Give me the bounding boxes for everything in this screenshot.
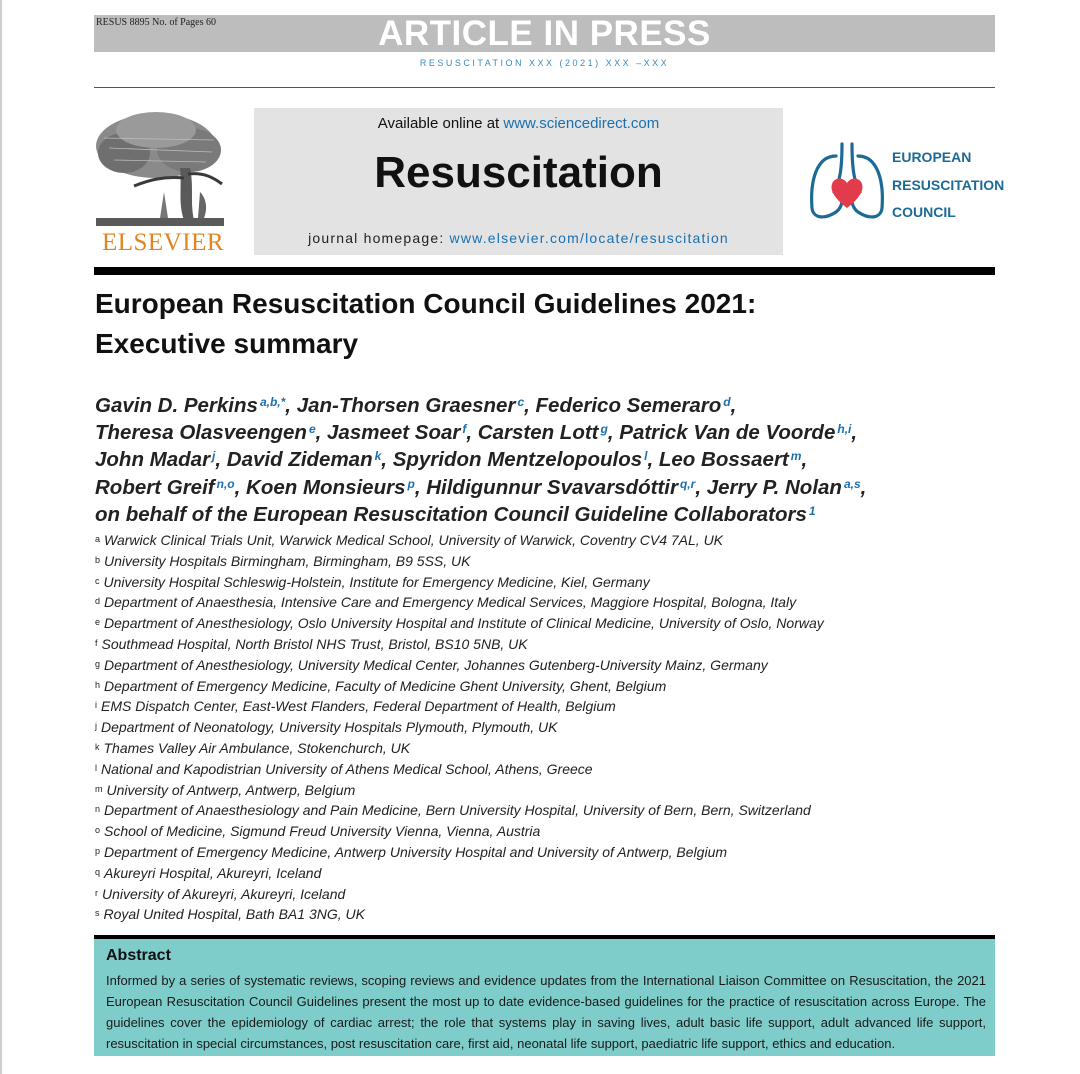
author-name: Theresa Olasveengen <box>95 421 307 445</box>
affiliation-item: $^k$ Thames Valley Air Ambulance, Stokenchurch, UK <box>95 739 411 756</box>
journal-name: Resuscitation <box>374 148 663 197</box>
author-affil-link[interactable]: a,b,* <box>259 395 286 409</box>
affiliation-key: s <box>95 908 100 919</box>
masthead-rule <box>94 267 995 275</box>
affiliation-item: $^f$ Southmead Hospital, North Bristol NHS Trust, Bristol, BS10 5NB, UK <box>95 635 528 652</box>
author-line: John Madar $^j$, David Zideman $^k$, Spyridon Mentzelopoulos $^l$, Leo Bossaert $^m$, <box>95 448 808 472</box>
article-title <box>95 284 995 364</box>
affiliation-key: q <box>95 866 101 877</box>
affiliation-list <box>95 530 995 925</box>
affiliation-item: $^m$ University of Antwerp, Antwerp, Belgium <box>95 781 356 798</box>
author-affil-link[interactable]: k <box>374 449 382 464</box>
affiliation-key: m <box>95 783 103 794</box>
article-in-press-banner <box>94 15 995 52</box>
affiliation-key: j <box>95 721 97 732</box>
affiliation-item: $^h$ Department of Emergency Medicine, Faculty of Medicine Ghent University, Ghent, Belgium <box>95 677 667 694</box>
author-list <box>95 392 995 528</box>
author-affil-link[interactable]: g <box>600 422 608 437</box>
author-affil-link[interactable]: j <box>212 449 216 464</box>
journal-homepage-link[interactable]: www.elsevier.com/locate/resuscitation <box>449 230 729 246</box>
manuscript-meta: RESUS 8895 No. of Pages 60 <box>96 17 217 28</box>
author-name: Robert Greif <box>95 475 215 499</box>
author-affil-link[interactable]: d <box>723 395 731 409</box>
author-name: Hildigunnur Svavarsdóttir <box>426 475 678 499</box>
author-affil-link[interactable]: n,o <box>216 476 235 491</box>
affiliation-key: p <box>95 845 101 856</box>
author-name: John Madar <box>95 448 211 472</box>
homepage-prefix: journal homepage: <box>308 230 450 246</box>
affiliation-item: $^g$ Department of Anesthesiology, University Medical Center, Johannes Gutenberg-University Mainz, Germany <box>95 656 768 673</box>
title-line-1: European Resuscitation Council Guidelines 2021: <box>95 288 757 319</box>
affiliation-key: a <box>95 534 101 544</box>
affiliation-item: $^n$ Department of Anaesthesiology and Pain Medicine, Bern University Hospital, University of Bern, Bern, Switzerland <box>95 802 811 819</box>
erc-line-2: RESUSCITATION <box>892 176 1005 193</box>
author-name: Jerry P. Nolan <box>706 475 842 499</box>
affiliation-item: $^l$ National and Kapodistrian University of Athens Medical School, Athens, Greece <box>95 760 593 777</box>
affiliation-item: $^b$ University Hospitals Birmingham, Birmingham, B9 5SS, UK <box>95 552 471 569</box>
journal-reference: RESUSCITATION XXX (2021) XXX –XXX <box>419 58 670 68</box>
erc-line-3: COUNCIL <box>892 204 956 220</box>
author-line <box>95 501 995 528</box>
author-name: Gavin D. Perkins <box>95 394 258 417</box>
author-line: Gavin D. Perkins $^{a,b,*}$, Jan-Thorsen Graesner $^c$, Federico Semeraro $^d$, <box>95 394 737 417</box>
author-name: Jasmeet Soar <box>327 421 461 445</box>
author-name: David Zideman <box>226 448 373 472</box>
author-affil-link[interactable]: l <box>644 449 648 464</box>
author-affil-link[interactable]: h,i <box>837 422 852 437</box>
author-name: Koen Monsieurs <box>246 475 406 499</box>
abstract-box <box>94 935 995 1056</box>
availability-prefix: Available online at <box>377 115 504 132</box>
author-affil-link[interactable]: q,r <box>679 476 696 491</box>
journal-masthead <box>254 108 783 255</box>
author-affil-link[interactable]: m <box>790 449 802 464</box>
abstract-text: Informed by a series of systematic reviews, scoping reviews and evidence updates from the International Liaison Committee on Resuscitation, the 2021 European Resuscitation Council Guidelines present the most up to date evidence-based guidelines for the practice of resuscitation across Europe. The guidelines cover the epidemiology of cardiac arrest; the role that systems play in saving lives, adult basic life support, adult advanced life support, resuscitation in special circumstances, post resuscitation care, first aid, neonatal life support, paediatric life support, ethics and education. <box>106 973 986 1051</box>
affiliation-item: $^e$ Department of Anesthesiology, Oslo University Hospital and Institute of Clinical Medicine, University of Oslo, Norway <box>95 615 824 632</box>
affiliation-key: e <box>95 617 101 628</box>
affiliation-key: d <box>95 596 101 607</box>
title-line-2: Executive summary <box>95 328 359 359</box>
affiliation-item: $^i$ EMS Dispatch Center, East-West Flanders, Federal Department of Health, Belgium <box>95 698 616 715</box>
affiliation-key: g <box>95 658 101 669</box>
author-name: Jan-Thorsen Graesner <box>296 394 516 417</box>
author-line: Theresa Olasveengen $^e$, Jasmeet Soar $^f$, Carsten Lott $^g$, Patrick Van de Voorde $^{h,i}$, <box>95 421 858 445</box>
author-affil-link[interactable]: e <box>308 422 316 437</box>
abstract-heading: Abstract <box>106 947 171 964</box>
affiliation-item: $^o$ School of Medicine, Sigmund Freud University Vienna, Vienna, Austria <box>95 823 541 840</box>
affiliation-key: k <box>95 741 100 752</box>
collaborators-note: on behalf of the European Resuscitation Council Guideline Collaborators <box>95 502 807 526</box>
author-name: Federico Semeraro <box>535 394 722 417</box>
affiliation-key: o <box>95 825 101 836</box>
affiliation-key: n <box>95 804 101 815</box>
affiliation-key: c <box>95 575 100 586</box>
availability-line <box>254 115 783 132</box>
author-affil-link[interactable]: 1 <box>808 503 816 518</box>
elsevier-wordmark: ELSEVIER <box>101 229 225 256</box>
author-name: Leo Bossaert <box>658 448 789 472</box>
affiliation-item: $^r$ University of Akureyri, Akureyri, Iceland <box>95 885 346 902</box>
erc-wordmark <box>892 144 1004 227</box>
affiliation-key: i <box>95 700 97 711</box>
header-divider <box>94 87 995 88</box>
sciencedirect-link[interactable]: www.sciencedirect.com <box>503 115 660 132</box>
author-name: Spyridon Mentzelopoulos <box>392 448 643 472</box>
affiliation-key: b <box>95 554 101 565</box>
affiliation-item: $^s$ Royal United Hospital, Bath BA1 3NG, UK <box>95 906 365 923</box>
author-name: Carsten Lott <box>477 421 599 445</box>
affiliation-item: $^q$ Akureyri Hospital, Akureyri, Iceland <box>95 864 322 881</box>
affiliation-key: h <box>95 679 101 690</box>
affiliation-item: $^p$ Department of Emergency Medicine, Antwerp University Hospital and University of Antwerp, Belgium <box>95 843 728 860</box>
affiliation-item: $^c$ University Hospital Schleswig-Holstein, Institute for Emergency Medicine, Kiel, Germany <box>95 573 650 590</box>
affiliation-key: l <box>95 762 97 773</box>
page-edge <box>0 0 2 1074</box>
author-affil-link[interactable]: p <box>407 476 415 491</box>
author-affil-link[interactable]: f <box>462 422 467 437</box>
author-name: Patrick Van de Voorde <box>619 421 836 445</box>
erc-lungs-heart-icon <box>806 138 888 224</box>
affiliation-item: $^a$ Warwick Clinical Trials Unit, Warwick Medical School, University of Warwick, Coventry CV4 7AL, UK <box>95 532 724 548</box>
affiliation-item: $^d$ Department of Anaesthesia, Intensive Care and Emergency Medical Services, Maggiore Hospital, Bologna, Italy <box>95 594 797 611</box>
press-status: ARTICLE IN PRESS <box>378 14 711 53</box>
erc-line-1: EUROPEAN <box>892 149 972 165</box>
affiliation-item: $^j$ Department of Neonatology, University Hospitals Plymouth, Plymouth, UK <box>95 719 558 736</box>
author-affil-link[interactable]: c <box>517 395 525 409</box>
journal-homepage-line <box>254 230 783 246</box>
affiliation-key: r <box>95 887 98 898</box>
author-affil-link[interactable]: a,s <box>843 476 861 491</box>
author-line: Robert Greif $^{n,o}$, Koen Monsieurs $^p$, Hildigunnur Svavarsdóttir $^{q,r}$, Jerry P. Nolan $^{a,s}$, <box>95 475 867 499</box>
affiliation-key: f <box>95 637 98 648</box>
